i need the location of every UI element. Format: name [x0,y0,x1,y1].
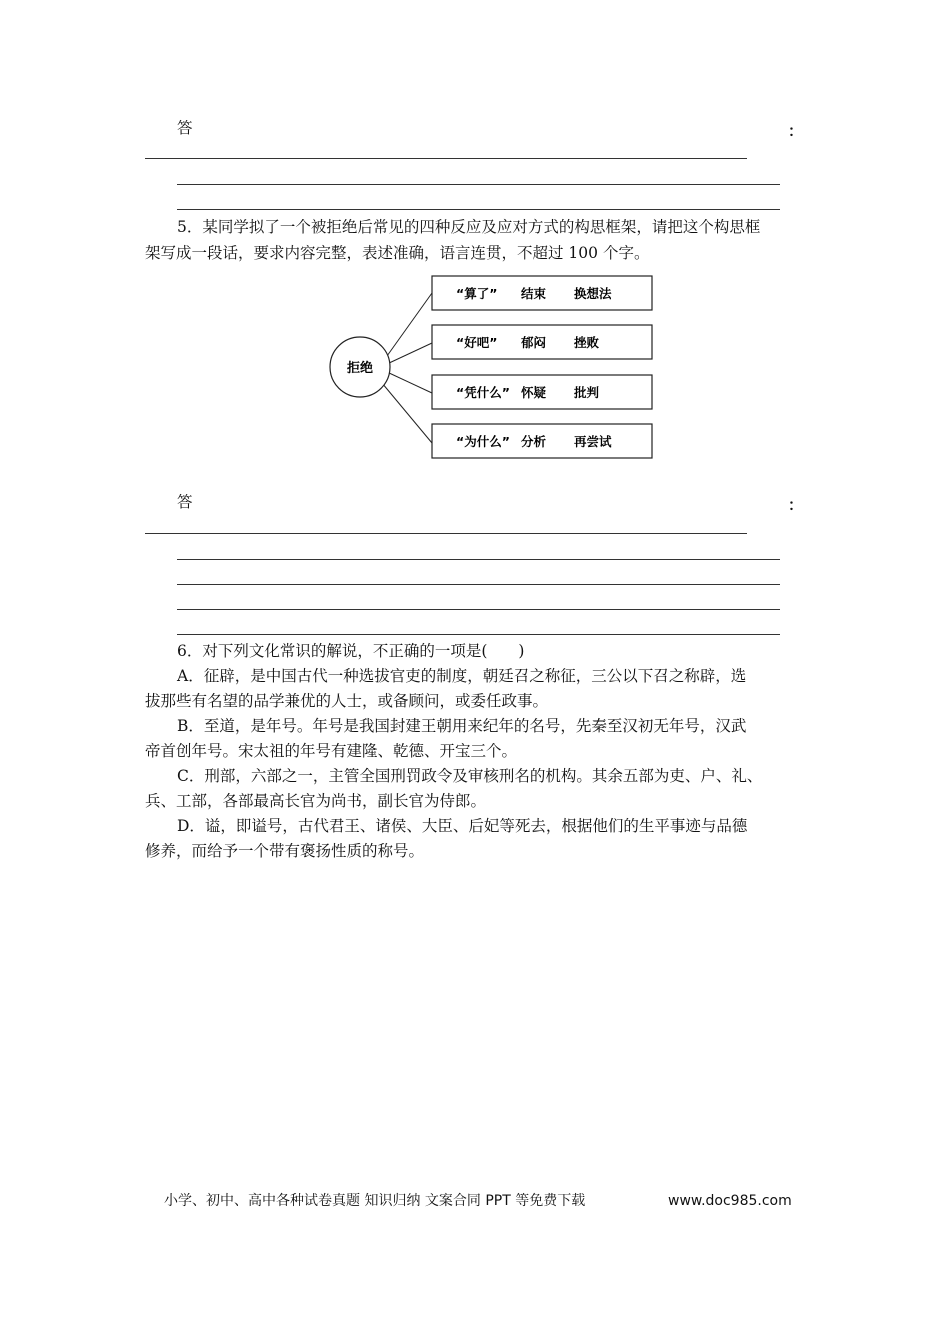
answer-colon: ： [788,496,804,514]
question-6-stem: 6．对下列文化常识的解说，不正确的一项是( ) [177,642,525,660]
connector-line [387,372,432,393]
answer-label: 答 [177,119,193,137]
answer-colon: ： [788,122,804,140]
response-action: 批判 [574,385,600,400]
response-action: 再尝试 [574,434,612,449]
answer-line [145,533,747,534]
response-emotion: 分析 [521,434,547,449]
answer-line [177,559,780,560]
response-action: 挫败 [574,335,600,350]
footer-text: 小学、初中、高中各种试卷真题 知识归纳 文案合同 PPT 等免费下载 [164,1193,586,1209]
option-c-line-2: 兵、工部，各部最高长官为尚书，副长官为侍郎。 [145,792,487,810]
option-d-line-2: 修养，而给予一个带有褒扬性质的称号。 [145,842,425,860]
response-quote: “凭什么” [456,385,510,400]
answer-line [145,158,747,159]
response-quote: “好吧” [456,335,498,350]
response-quote: “为什么” [456,434,510,449]
response-emotion: 结束 [521,286,547,301]
answer-label: 答 [177,493,193,511]
response-emotion: 郁闷 [521,335,547,350]
footer-link[interactable]: www.doc985.com [668,1193,792,1209]
option-d-line-1: D．谥，即谥号，古代君王、诸侯、大臣、后妃等死去，根据他们的生平事迹与品德 [177,817,748,835]
question-5-line-1: 5．某同学拟了一个被拒绝后常见的四种反应及应对方式的构思框架，请把这个构思框 [177,218,761,236]
response-action: 换想法 [574,286,612,301]
answer-line [177,209,780,210]
answer-line [177,609,780,610]
option-b-line-2: 帝首创年号。宋太祖的年号有建隆、乾德、开宝三个。 [145,742,518,760]
connector-line [382,383,432,443]
response-emotion: 怀疑 [521,385,547,400]
option-b-line-1: B．至道，是年号。年号是我国封建王朝用来纪年的名号，先秦至汉初无年号，汉武 [177,717,747,735]
answer-line [177,184,780,185]
option-c-line-1: C．刑部，六部之一，主管全国刑罚政令及审核刑名的机构。其余五部为吏、户、礼、 [177,767,763,785]
answer-line [177,634,780,635]
option-a-line-1: A．征辟，是中国古代一种选拔官吏的制度，朝廷召之称征，三公以下召之称辟，选 [177,667,747,685]
center-label: 拒绝 [346,361,374,376]
answer-line [177,584,780,585]
response-quote: “算了” [456,286,498,301]
option-a-line-2: 拔那些有名望的品学兼优的人士，或备顾问，或委任政事。 [145,692,549,710]
question-5-line-2: 架写成一段话，要求内容完整，表述准确，语言连贯，不超过 100 个字。 [145,244,650,262]
concept-diagram [320,268,660,468]
